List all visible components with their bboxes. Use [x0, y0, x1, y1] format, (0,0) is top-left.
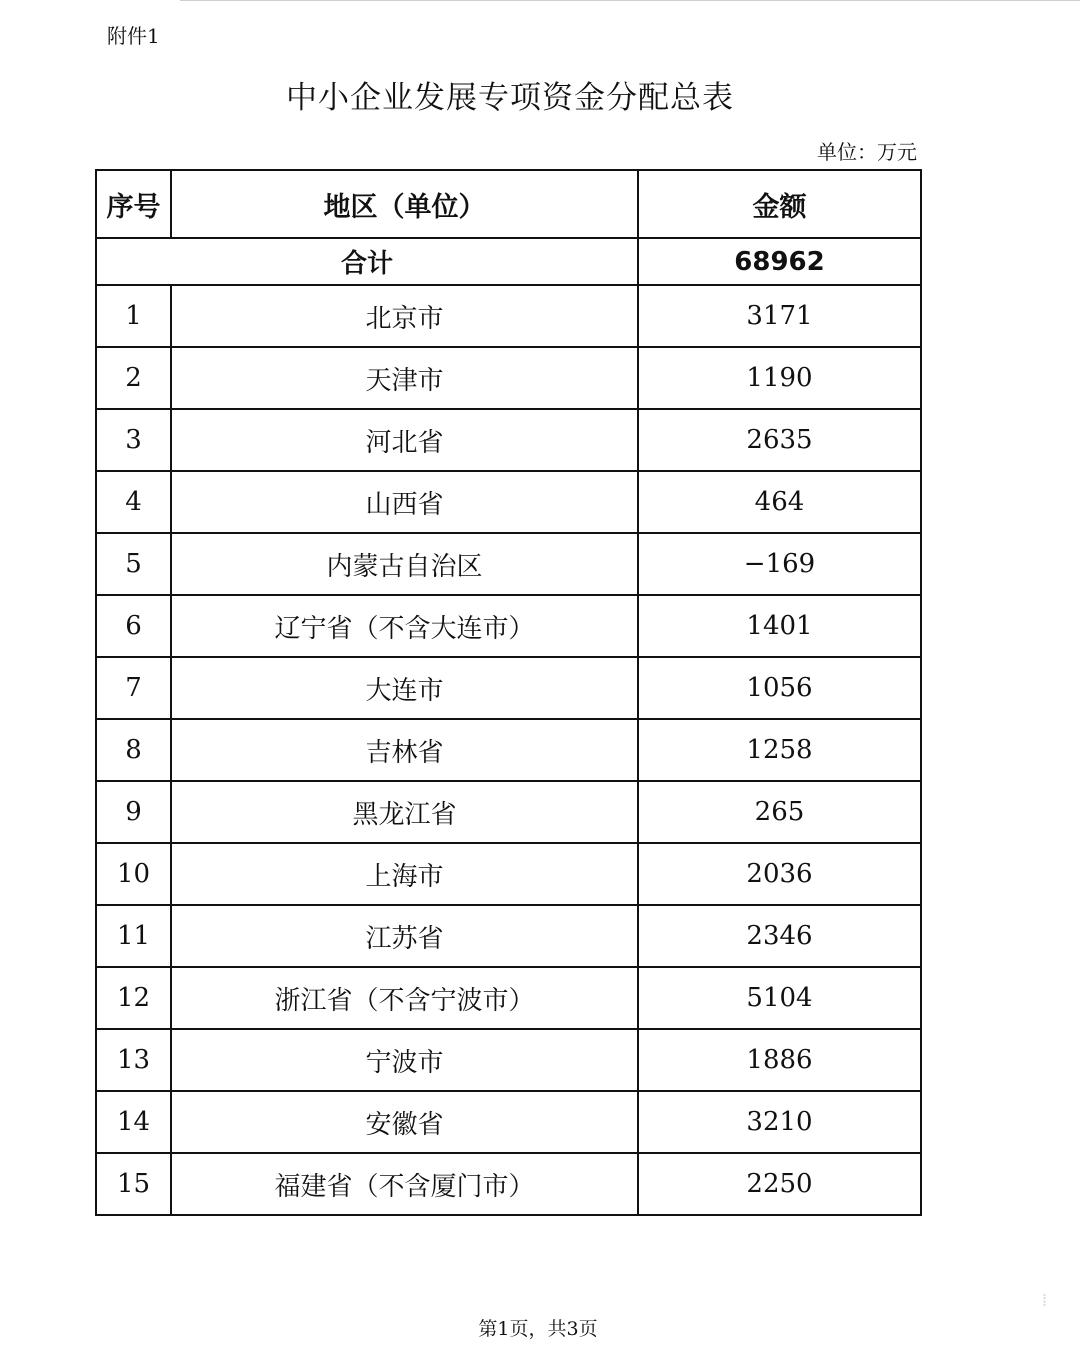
row-amount: 3171 [638, 285, 921, 347]
row-no: 7 [96, 657, 171, 719]
row-no: 9 [96, 781, 171, 843]
table-row [96, 1029, 921, 1091]
row-region: 辽宁省（不含大连市） [171, 595, 638, 657]
row-region: 北京市 [171, 285, 638, 347]
row-no: 10 [96, 843, 171, 905]
row-amount: 5104 [638, 967, 921, 1029]
row-no: 11 [96, 905, 171, 967]
corner-scan-mark: ⁞ [1042, 1290, 1048, 1311]
table-row [96, 409, 921, 471]
row-amount: 265 [638, 781, 921, 843]
table-row [96, 719, 921, 781]
table-row [96, 285, 921, 347]
header-region: 地区（单位） [171, 170, 638, 238]
table-row [96, 1153, 921, 1215]
table-row [96, 657, 921, 719]
table-row [96, 347, 921, 409]
row-region: 内蒙古自治区 [171, 533, 638, 595]
total-row [96, 238, 921, 285]
row-region: 福建省（不含厦门市） [171, 1153, 638, 1215]
row-no: 12 [96, 967, 171, 1029]
page-title: 中小企业发展专项资金分配总表 [286, 80, 734, 116]
table-row [96, 843, 921, 905]
row-amount: 2346 [638, 905, 921, 967]
row-amount: 2635 [638, 409, 921, 471]
row-no: 3 [96, 409, 171, 471]
page-footer: 第1页，共3页 [478, 1318, 598, 1340]
row-no: 8 [96, 719, 171, 781]
table-row [96, 1091, 921, 1153]
header-amount: 金额 [638, 170, 921, 238]
row-amount: 1258 [638, 719, 921, 781]
allocation-table [95, 169, 922, 1216]
row-region: 天津市 [171, 347, 638, 409]
row-no: 5 [96, 533, 171, 595]
table-header-row [96, 170, 921, 238]
table-row [96, 471, 921, 533]
row-no: 6 [96, 595, 171, 657]
row-amount: 1190 [638, 347, 921, 409]
row-region: 山西省 [171, 471, 638, 533]
row-no: 14 [96, 1091, 171, 1153]
table-row [96, 781, 921, 843]
row-no: 13 [96, 1029, 171, 1091]
row-region: 宁波市 [171, 1029, 638, 1091]
table-row [96, 967, 921, 1029]
row-no: 4 [96, 471, 171, 533]
attachment-label: 附件1 [107, 24, 160, 48]
row-region: 江苏省 [171, 905, 638, 967]
row-amount: 1886 [638, 1029, 921, 1091]
table-row [96, 533, 921, 595]
row-region: 吉林省 [171, 719, 638, 781]
row-region: 大连市 [171, 657, 638, 719]
row-amount: 1401 [638, 595, 921, 657]
total-amount: 68962 [638, 238, 921, 285]
row-region: 安徽省 [171, 1091, 638, 1153]
total-label: 合计 [96, 238, 638, 285]
row-no: 2 [96, 347, 171, 409]
row-no: 15 [96, 1153, 171, 1215]
row-region: 河北省 [171, 409, 638, 471]
table-row [96, 905, 921, 967]
row-no: 1 [96, 285, 171, 347]
unit-label: 单位：万元 [817, 140, 917, 164]
table-row [96, 595, 921, 657]
header-no: 序号 [96, 170, 171, 238]
row-region: 黑龙江省 [171, 781, 638, 843]
row-amount: 1056 [638, 657, 921, 719]
row-amount: 3210 [638, 1091, 921, 1153]
row-amount: 2036 [638, 843, 921, 905]
row-region: 浙江省（不含宁波市） [171, 967, 638, 1029]
row-amount: 464 [638, 471, 921, 533]
row-amount: −169 [638, 533, 921, 595]
row-region: 上海市 [171, 843, 638, 905]
page-top-rule [180, 0, 1080, 1]
row-amount: 2250 [638, 1153, 921, 1215]
